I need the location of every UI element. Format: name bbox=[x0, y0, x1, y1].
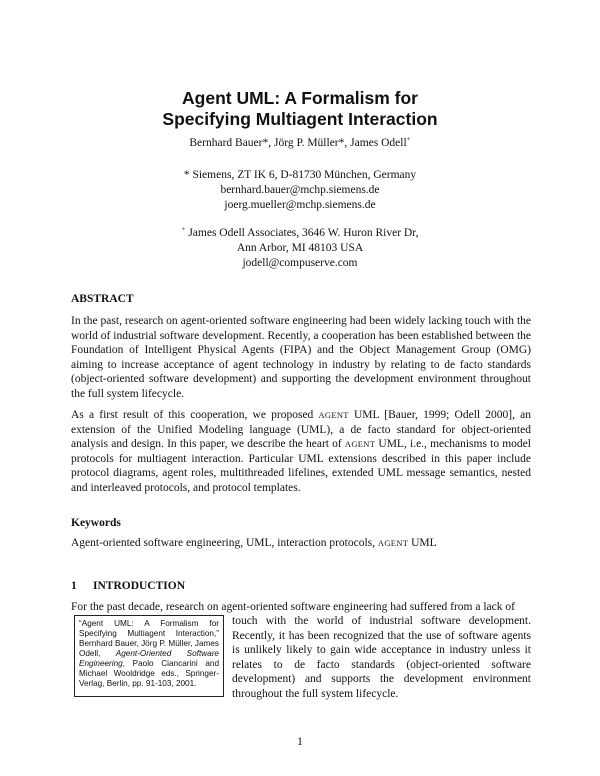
email-bauer: bernhard.bauer@mchp.siemens.de bbox=[220, 184, 380, 196]
paper-title bbox=[0, 88, 600, 130]
author-odell-mark: + bbox=[406, 135, 411, 144]
affiliation-odell-org: James Odell Associates, 3646 W. Huron River Dr, bbox=[185, 227, 419, 239]
abstract-paragraph-1: In the past, research on agent-oriented software engineering had been widely lacking touch with the world of industrial software development. Recently, a cooperation has been established between the Foundation of Intelligent Physical Agents (FIPA) and the Object Management Group (OMG) aiming to increase acceptance of agent technology in industry by relating to de facto standards (object-oriented software development) and supporting the development environment throughout the full system lifecycle. bbox=[71, 315, 531, 400]
affiliation-siemens-org: * Siemens, ZT IK 6, D-81730 München, Germany bbox=[183, 169, 417, 181]
keywords-heading: Keywords bbox=[71, 517, 121, 529]
abstract-p2-part-a: As a first result of this cooperation, we proposed bbox=[71, 409, 319, 421]
abstract-p2-part-b: UML [Bauer, 1999; Odell 2000], an extension of the Unified Modeling language (UML), a de facto standard for object-oriented analysis and design. In this paper, we describe the heart of bbox=[71, 409, 531, 450]
citation-part-1: “Agent UML: A Formalism for Specifying Multiagent Interaction,” Bernhard Bauer, Jörg P. Müller, James Odell, bbox=[79, 619, 219, 658]
introduction-body: touch with the world of industrial software development. Recently, it has been recognized that the use of software agents is unlikely likely to gain wide acceptance in industry unless it relates to de facto standards (object-oriented software development) and supports the development environment throughout the full system lifecycle. bbox=[232, 615, 531, 700]
affiliation-odell-mark: + bbox=[181, 225, 186, 234]
author-odell: James Odell bbox=[350, 137, 407, 149]
keywords-text bbox=[71, 536, 531, 551]
keywords-part-a: Agent-oriented software engineering, UML, interaction protocols, bbox=[71, 537, 378, 549]
citation-part-2: , Paolo Ciancarini and Michael Wooldridge eds., Springer-Verlag, Berlin, pp. 91-103, 2001. bbox=[79, 659, 219, 688]
keywords-smallcaps: AGENT bbox=[377, 538, 409, 548]
keywords-part-b: UML bbox=[408, 537, 437, 549]
title-line-2: Specifying Multiagent Interaction bbox=[162, 109, 438, 129]
introduction-title: INTRODUCTION bbox=[93, 580, 186, 592]
introduction-first-line: For the past decade, research on agent-oriented software engineering had suffered from a lack of bbox=[71, 601, 515, 613]
citation-book-title: Agent-Oriented Software Engineering bbox=[79, 649, 219, 668]
title-line-1: Agent UML: A Formalism for bbox=[182, 88, 418, 108]
affiliation-odell-org-line bbox=[0, 226, 600, 241]
affiliation-siemens bbox=[0, 168, 600, 213]
page-number: 1 bbox=[297, 736, 303, 748]
introduction-heading bbox=[71, 579, 185, 593]
email-mueller: joerg.mueller@mchp.siemens.de bbox=[224, 199, 376, 211]
author-bauer: Bernhard Bauer* bbox=[189, 137, 269, 149]
abstract-p2-smallcaps-2: AGENT bbox=[344, 439, 376, 449]
affiliation-odell-city: Ann Arbor, MI 48103 USA bbox=[236, 242, 364, 254]
citation-box bbox=[74, 615, 224, 697]
author-list: Bernhard Bauer*, Jörg P. Müller*, James Odell+ bbox=[189, 135, 411, 149]
abstract-paragraph-2 bbox=[71, 408, 531, 495]
abstract-p2-smallcaps-1: AGENT bbox=[318, 410, 349, 420]
abstract-p2-part-c: UML, i.e., mechanisms to model protocols for multiagent interaction. Particular UML extensions described in this paper include protocol diagrams, agent roles, multithreaded lifelines, extended UML message semantics, nested and interleaved protocols, and protocol templates. bbox=[71, 438, 531, 494]
affiliation-odell bbox=[0, 226, 600, 271]
introduction-number: 1 bbox=[71, 580, 77, 592]
author-mueller: Jörg P. Müller* bbox=[273, 137, 345, 149]
email-odell: jodell@compuserve.com bbox=[242, 257, 358, 269]
abstract-heading: ABSTRACT bbox=[71, 293, 134, 305]
